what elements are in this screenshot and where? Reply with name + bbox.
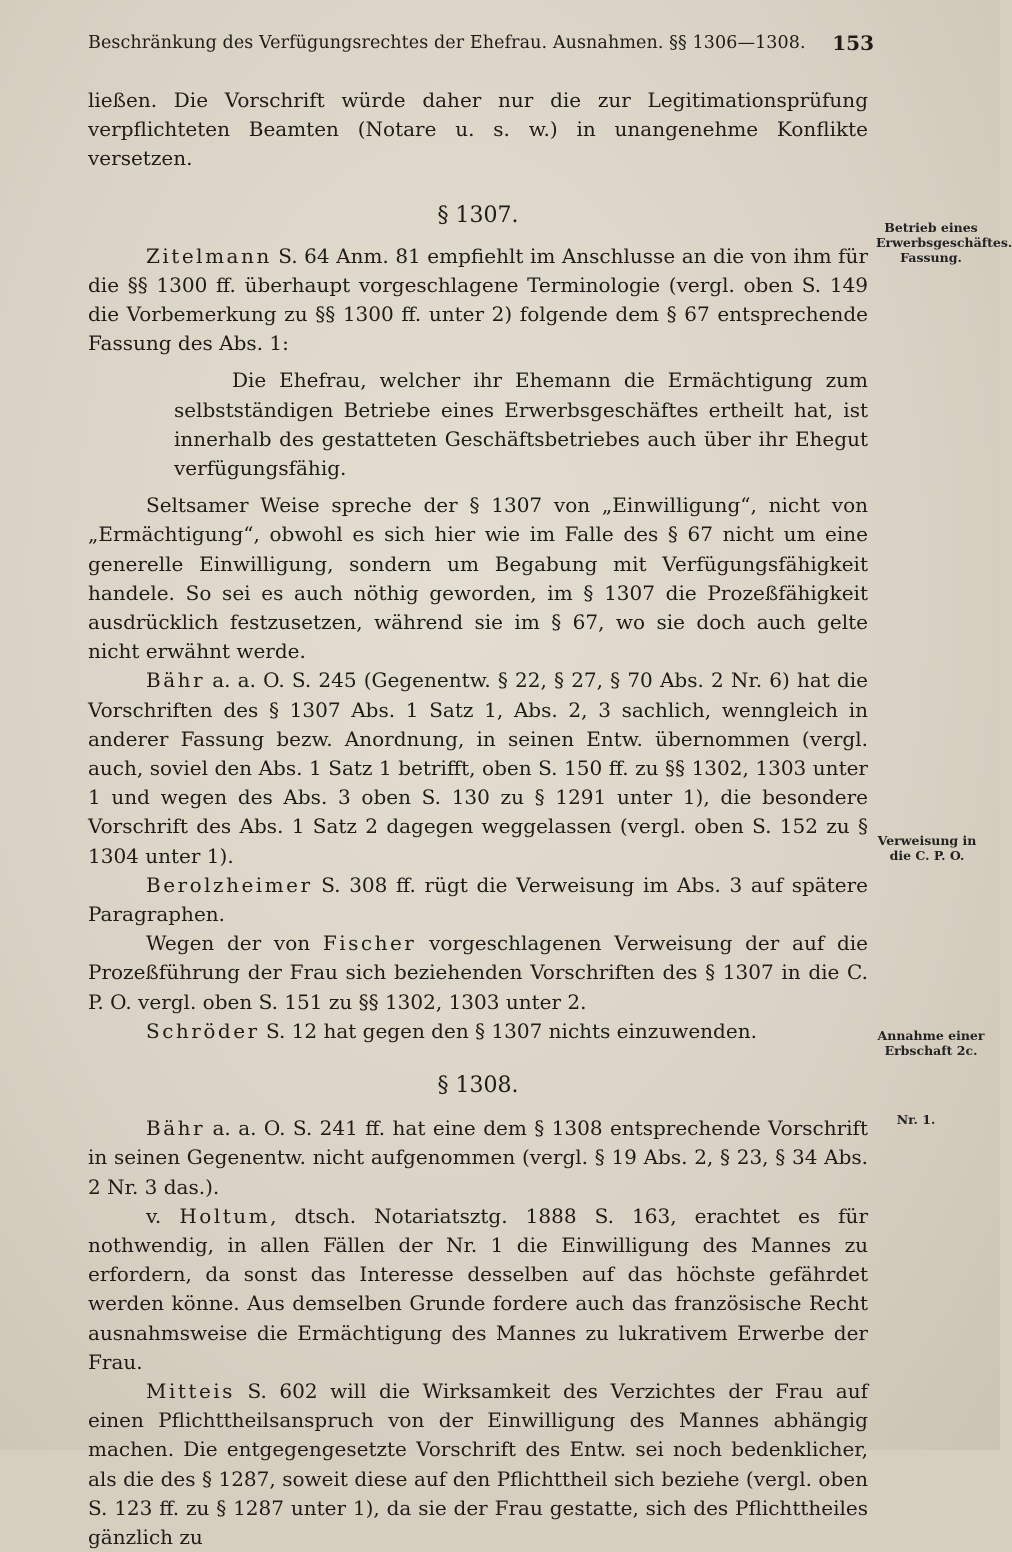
paragraph-text: v. bbox=[146, 1203, 180, 1228]
paragraph-baehr-1308 bbox=[88, 1114, 868, 1202]
margin-note-betrieb: Betrieb eines Erwerbsgeschäftes. Fassung. bbox=[876, 220, 1012, 265]
main-text bbox=[88, 86, 868, 1552]
running-header bbox=[88, 28, 874, 58]
section-heading-1307: § 1307. bbox=[437, 202, 519, 228]
author-name: Bähr bbox=[146, 668, 206, 693]
paragraph-baehr-1307 bbox=[88, 666, 868, 870]
running-title: Beschränkung des Verfügungsrechtes der Ehefrau. Ausnahmen. §§ 1306—1308. bbox=[88, 33, 806, 53]
author-name: Zitelmann bbox=[146, 243, 272, 268]
paragraph-holtum bbox=[88, 1202, 868, 1377]
margin-note-nr1: Nr. 1. bbox=[896, 1112, 936, 1127]
paragraph-text: , dtsch. Notariatsztg. 1888 S. 163, erachtet es für nothwendig, in allen Fällen der Nr. 1 die Einwilligung des Mannes zu erfordern, da sonst das Interesse desselben auf das höchste gefährdet werden könne. Aus demselben Grunde fordere auch das französische Recht ausnahmsweise die Ermächtigung des Mannes zu lukrativem Erwerbe der Frau. bbox=[88, 1203, 869, 1374]
quoted-proposal: Die Ehefrau, welcher ihr Ehemann die Ermächtigung zum selbstständigen Betriebe eines Erwerbsgeschäftes ertheilt hat, ist innerhalb des gestatteten Geschäftsbetriebes auch über ihr Ehegut verfügungsfähig. bbox=[174, 368, 868, 481]
author-name: Berolzheimer bbox=[146, 872, 313, 897]
paragraph-text: Wegen der von bbox=[146, 931, 323, 956]
author-name: Mitteis bbox=[146, 1378, 235, 1403]
paragraph-text: S. 308 ff. rügt die Verweisung im Abs. 3 auf spätere Paragraphen. bbox=[88, 872, 868, 927]
author-name: Schröder bbox=[146, 1018, 260, 1043]
paragraph-seltsamer: Seltsamer Weise spreche der § 1307 von „Einwilligung“, nicht von „Ermächtigung“, obwohl es sich hier wie im Falle des § 67 nicht um eine generelle Einwilligung, sondern um Begabung mit Verfügungsfähigkeit handele. So sei es auch nöthig geworden, im § 1307 die Prozeßfähigkeit ausdrücklich festzusetzen, während sie im § 67, wo sie doch auch gelte nicht erwähnt werde. bbox=[88, 493, 868, 664]
paragraph-text: S. 12 hat gegen den § 1307 nichts einzuwenden. bbox=[259, 1018, 757, 1043]
author-name: Fischer bbox=[322, 931, 417, 956]
paragraph-schroeder bbox=[88, 1017, 868, 1046]
paragraph-text: a. a. O. S. 245 (Gegenentw. § 22, § 27, § 70 Abs. 2 Nr. 6) hat die Vorschriften des § 1307 Abs. 1 Satz 1, Abs. 2, 3 sachlich, wenngleich in anderer Fassung bezw. Anordnung, in seinen Entw. übernommen (vergl. auch, soviel den Abs. 1 Satz 1 betrifft, oben S. 150 ff. zu §§ 1302, 1303 unter 1 und wegen des Abs. 3 oben S. 130 zu § 1291 unter 1), die besondere Vorschrift des Abs. 1 Satz 2 dagegen weggelassen (vergl. oben S. 152 zu § 1304 unter 1). bbox=[88, 668, 868, 868]
page-number: 153 bbox=[832, 31, 874, 55]
paragraph-mitteis bbox=[88, 1377, 868, 1552]
paragraph-text: vorgeschlagenen Verweisung der auf die Prozeßführung der Frau sich beziehenden Vorschriften des § 1307 in die C. P. O. vergl. oben S. 151 zu §§ 1302, 1303 unter 2. bbox=[88, 931, 868, 1014]
author-name: Bähr bbox=[146, 1116, 206, 1141]
paragraph-zitelmann bbox=[88, 242, 868, 359]
paragraph-continuation: ließen. Die Vorschrift würde daher nur die zur Legitimationsprüfung verpflichteten Beamten (Notare u. s. w.) in unangenehme Konflikte versetzen. bbox=[88, 88, 868, 171]
paragraph-text: S. 602 will die Wirksamkeit des Verzichtes der Frau auf einen Pflichttheilsanspruch von der Einwilligung des Mannes abhängig machen. Die entgegengesetzte Vorschrift des Entw. sei noch bedenklicher, als die des § 1287, soweit diese auf den Pflichttheil sich beziehe (vergl. oben S. 123 ff. zu § 1287 unter 1), da sie der Frau gestatte, sich des Pflichttheiles gänzlich zu bbox=[88, 1378, 868, 1549]
margin-note-verweisung: Verweisung in die C. P. O. bbox=[877, 833, 977, 863]
margin-note-annahme: Annahme einer Erbschaft 2c. bbox=[877, 1028, 985, 1058]
paragraph-text: S. 64 Anm. 81 empfiehlt im Anschlusse an die von ihm für die §§ 1300 ff. überhaupt vorgeschlagene Terminologie (vergl. oben S. 149 die Vorbemerkung zu §§ 1300 ff. unter 2) folgende dem § 67 entsprechende Fassung des Abs. 1: bbox=[88, 243, 868, 356]
author-name: Holtum bbox=[179, 1203, 271, 1228]
paragraph-berolzheimer bbox=[88, 871, 868, 929]
paragraph-text: a. a. O. S. 241 ff. hat eine dem § 1308 entsprechende Vorschrift in seinen Gegenentw. nicht aufgenommen (vergl. § 19 Abs. 2, § 23, § 34 Abs. 2 Nr. 3 das.). bbox=[88, 1116, 868, 1199]
section-heading-1308: § 1308. bbox=[437, 1073, 519, 1099]
paragraph-fischer bbox=[88, 929, 868, 1017]
